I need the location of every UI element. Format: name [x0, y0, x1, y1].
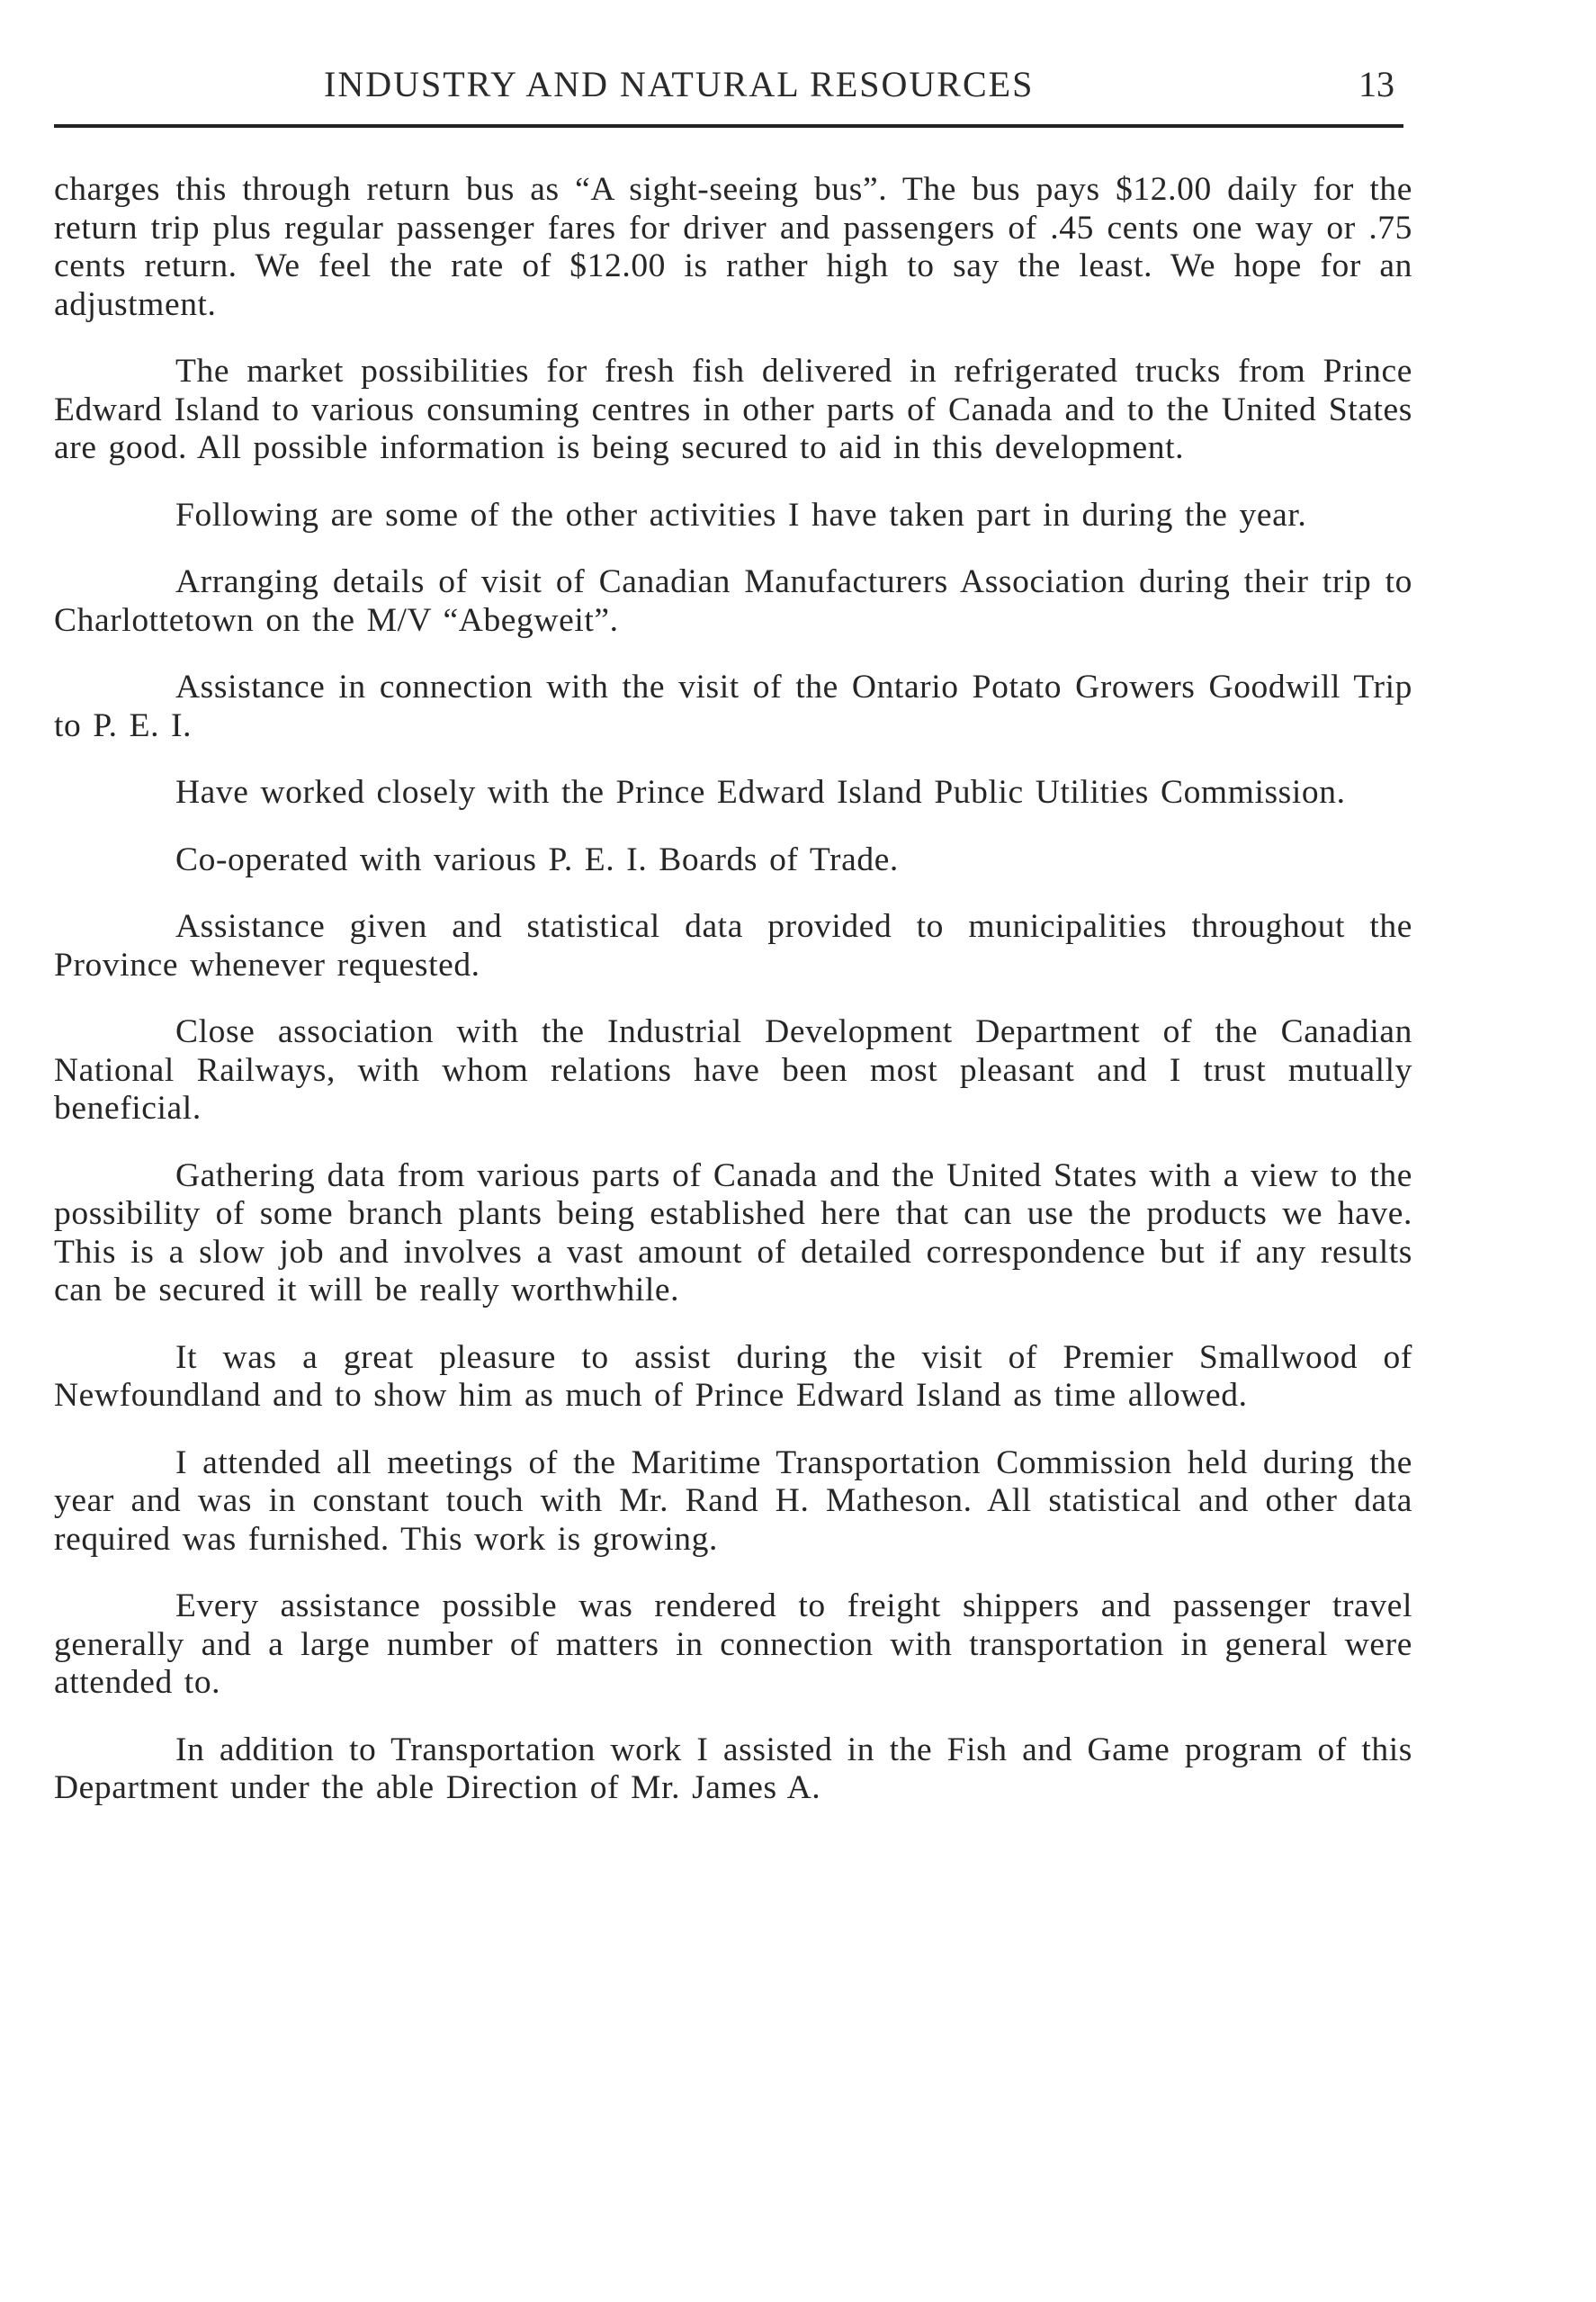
paragraph: Have worked closely with the Prince Edward Island Public Utilities Commission. [175, 774, 1346, 811]
paragraph: Assistance in connection with the visit of the Ontario Potato Growers Goodwill Trip to P. E. I. [54, 669, 1412, 744]
page-number: 13 [1358, 64, 1394, 104]
paragraph: Gathering data from various parts of Canada and the United States with a view to the possibility of some branch plants being established here that can use the products we have. This is a slow job and involves a vast amount of detailed correspondence but if any results can be secured it will be really worthwhile. [54, 1156, 1412, 1308]
body-text [54, 171, 1412, 1837]
running-title: INDUSTRY AND NATURAL RESOURCES [324, 64, 1035, 104]
paragraph: Close association with the Industrial Development Department of the Canadian National Railways, with whom relations have been most pleasant and I trust mutually beneficial. [54, 1013, 1412, 1127]
paragraph-continued: charges this through return bus as “A sight-seeing bus”. The bus pays $12.00 daily for the return trip plus regular passenger fares for driver and passengers of .45 cents one way or .75 cents return. We feel the rate of $12.00 is rather high to say the least. We hope for an adjustment. [54, 171, 1412, 323]
paragraph: The market possibilities for fresh fish delivered in refrigerated trucks from Prince Edward Island to various consuming centres in other parts of Canada and to the United States are good. All possible information is being secured to aid in this development. [54, 353, 1412, 466]
paragraph: I attended all meetings of the Maritime Transportation Commission held during the year and was in constant touch with Mr. Rand H. Matheson. All statistical and other data required was furnished. This work is growing. [54, 1443, 1412, 1558]
paragraph: It was a great pleasure to assist during the visit of Premier Smallwood of Newfoundland and to show him as much of Prince Edward Island as time allowed. [54, 1338, 1412, 1414]
paragraph: Following are some of the other activities I have taken part in during the year. [175, 496, 1307, 534]
running-header [0, 63, 1596, 117]
paragraph: In addition to Transportation work I assisted in the Fish and Game program of this Department under the able Direction of Mr. James A. [54, 1731, 1412, 1806]
paragraph: Arranging details of visit of Canadian Manufacturers Association during their trip to Charlottetown on the M/V “Abegweit”. [54, 563, 1412, 639]
paragraph: Every assistance possible was rendered to freight shippers and passenger travel generally and a large number of matters in connection with transportation in general were attended to. [54, 1587, 1412, 1701]
paragraph: Assistance given and statistical data provided to municipalities throughout the Province whenever requested. [54, 908, 1412, 984]
header-rule [54, 124, 1403, 128]
paragraph: Co-operated with various P. E. I. Boards of Trade. [175, 841, 899, 878]
